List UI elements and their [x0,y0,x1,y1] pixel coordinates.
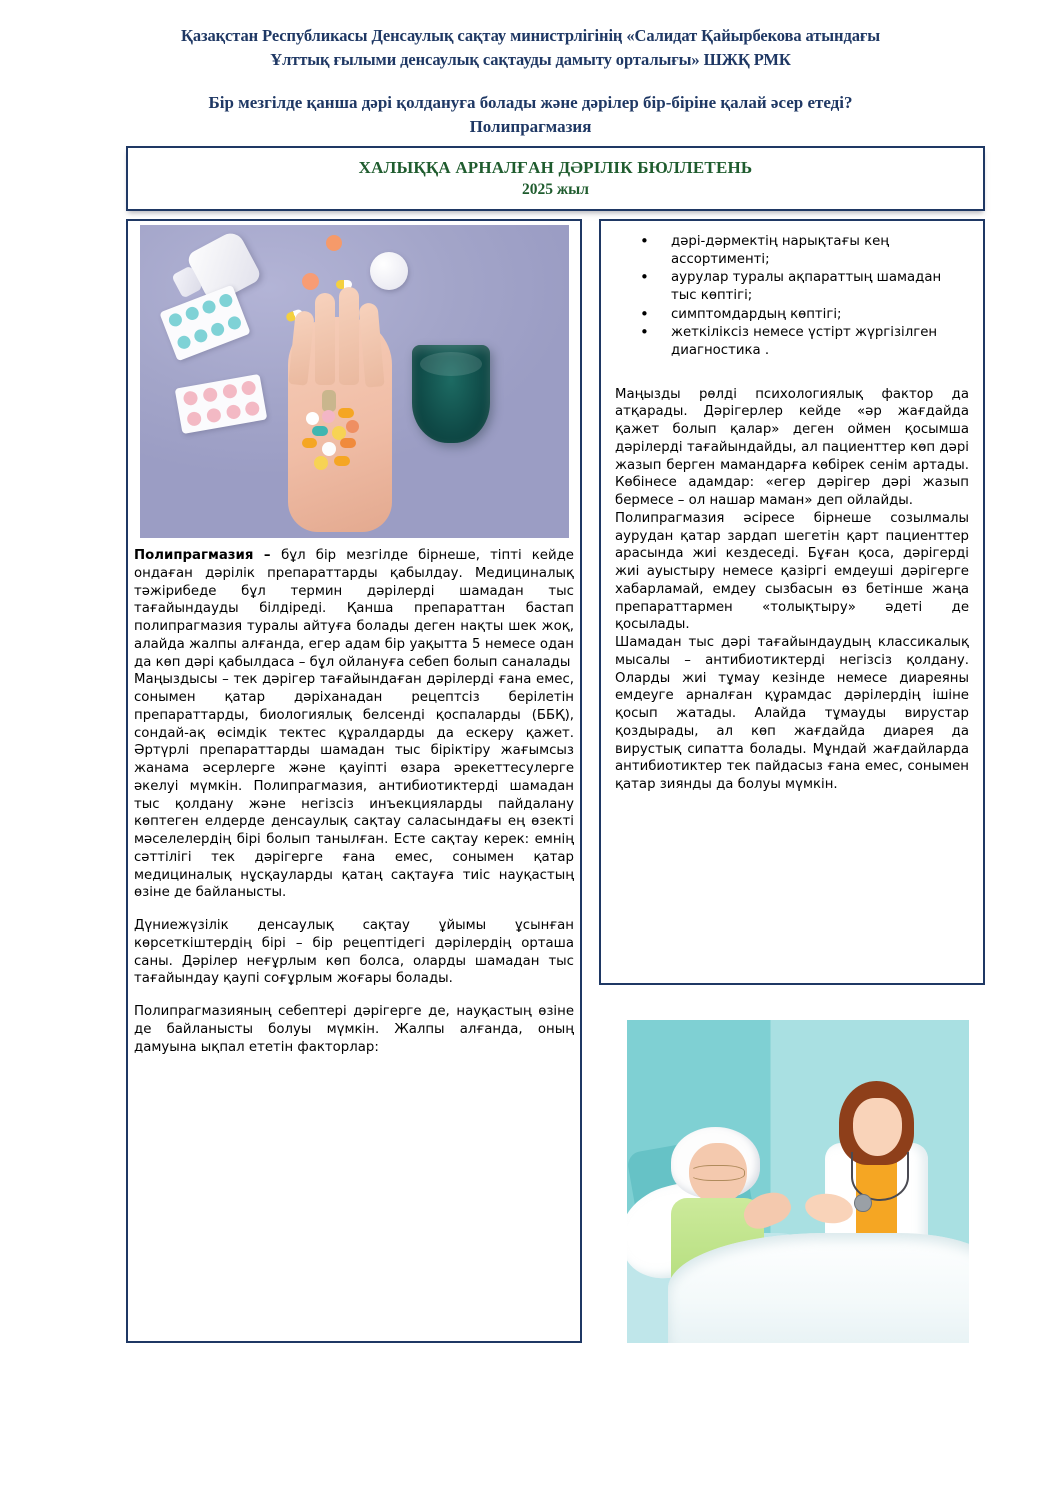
loose-pill-orange-1 [326,235,342,251]
term-polypharmacy: Полипрагмазия – [134,548,282,563]
paragraph-psychological-factor: Маңызды рөлді психологиялық фактор да атқарады. Дәрігерлер кейде «әр жағдайда қажет болып қалар» деген оймен қосымша дәрілерді тағайындайды, ал пациенттер көп дәрі жазып берген мамандарға көбірек сенім артады. Көбінесе адамдар: «егер дәрігер дәрі жазып бермесе – ол нашар маман» деп ойлайды. [615,386,969,509]
doctor-patient-illustration [627,1020,969,1343]
bulletin-year: 2025 жыл [522,181,589,198]
doctor-face [853,1098,903,1156]
bottle-lid-icon [370,252,408,290]
left-column-text [134,547,574,1056]
paragraph-elderly-patients: Полипрагмазия әсіресе бірнеше созылмалы аурудан қатар зардап шегетін қарт пациенттер арасында жиі кездеседі. Бұған қоса, дәрігерді жиі ауыстыру немесе қазіргі емдеуші дәрігерге хабарламай, емдеу сызбасын өз бетінше жаңа препараттармен «толықтыру» әдеті де қосылады. [615,510,969,633]
patient-glasses-icon [690,1165,745,1181]
list-item: • аурулар туралы ақпараттың шамадан тыс көптігі; [671,269,969,304]
bed-blanket [668,1233,969,1343]
organization-line-2: Ұлттық ғылыми денсаулық сақтауды дамыту орталығы» ШЖҚ РМК [270,49,791,69]
document-header [0,0,1061,140]
loose-pill-orange-2 [302,273,319,290]
right-column-panel [599,219,985,985]
pills-pile-in-palm [300,390,372,480]
paragraph-who-indicator: Дүниежүзілік денсаулық сақтау ұйымы ұсынған көрсеткіштердің бірі – бір рецептідегі дәрілердің орташа саны. Дәрілер неғұрлым көп болса, оларды шамадан тыс тағайындау қаупі соғұрлым жоғары болады. [134,918,574,987]
bulletin-title-box [126,146,985,211]
right-column-text [615,386,969,794]
list-item: • жеткіліксіз немесе үстірт жүргізілген диагностика . [671,324,969,359]
paragraph-definition-text: бұл бір мезгілде бірнеше, тіпті кейде ондаған дәрілік препараттарды қабылдау. Медициналық тәжірибеде бұл термин дәрілерді шамадан тыс тағайындауды білдіреді. Қанша препараттан бастап полипрагмазия туралы айтуға болады деген нақты шек жоқ, алайда жалпы алғанда, егер адам бір уақытта 5 немесе одан да көп дәрі қабылдаса – бұл ойлануға себеп болып саналады [134,548,574,670]
illustration-canvas [627,1020,969,1343]
stethoscope-bell-icon [854,1194,871,1212]
pills-in-hand-photo [140,225,569,538]
topic-block [95,91,966,140]
paragraph-definition [134,547,574,671]
topic-subject: Полипрагмазия [469,117,592,137]
organization-line-1: Қазақстан Республикасы Денсаулық сақтау министрлігінің «Салидат Қайырбекова атындағы [180,26,881,45]
paragraph-importance: Маңыздысы – тек дәрігер тағайындаған дәрілерді ғана емес, сонымен қатар дәріханадан рецептсіз берілетін препараттарды, биологиялық белсенді қоспаларды (ББҚ), сондай-ақ өсімдік тектес құралдарды да ескеру қажет. Әртүрлі препараттарды шамадан тыс біріктіру жағымсыз жанама әсерлерге және қауіпті өзара әрекеттесулерге әкелуі мүмкін. Полипрагмазия, антибиотиктерді шамадан тыс қолдану және негізсіз инъекцияларды пайдалану көптеген елдерде денсаулық сақтау саласындағы ең өзекті мәселелердің бірі болып танылған. Есте сақтау керек: емнің сәттілігі тек дәрігерге ғана емес, сонымен қатар медициналық нұсқауларды қатаң сақтауға тиіс науқастың өзіне де байланысты. [134,672,574,901]
paragraph-antibiotics: Шамадан тыс дәрі тағайындаудың классикалық мысалы – антибиотиктерді негізсіз қолдану. Оларды жиі тұмау кезінде немесе диареяны емдеуге арналған құрамдас дәрілердің ішіне қосып жатады. Алайда тұмауды вирустар қоздырады, ал көп жағдайда диарея да вирустық сипатта болады. Мұндай жағдайларда антибиотиктер тек пайдасыз ғана емес, сонымен қатар зиянды да болуы мүмкін. [615,635,969,793]
bulletin-title: ХАЛЫҚҚА АРНАЛҒАН ДӘРІЛІК БЮЛЛЕТЕНЬ [358,158,753,177]
water-glass-icon [412,345,490,443]
left-column-panel [126,219,582,1343]
causes-bullet-list [615,233,969,360]
topic-question: Бір мезгілде қанша дәрі қолдануға болады және дәрілер бір-біріне қалай әсер етеді? [208,92,853,112]
list-item: • симптомдардың көптігі; [671,306,969,324]
list-item: • дәрі-дәрмектің нарықтағы кең ассортименті; [671,233,969,268]
paragraph-causes-intro: Полипрагмазияның себептері дәрігерге де, науқастың өзіне де байланысты болуы мүмкін. Жалпы алғанда, оның дамуына ықпал ететін факторлар: [134,1004,574,1055]
